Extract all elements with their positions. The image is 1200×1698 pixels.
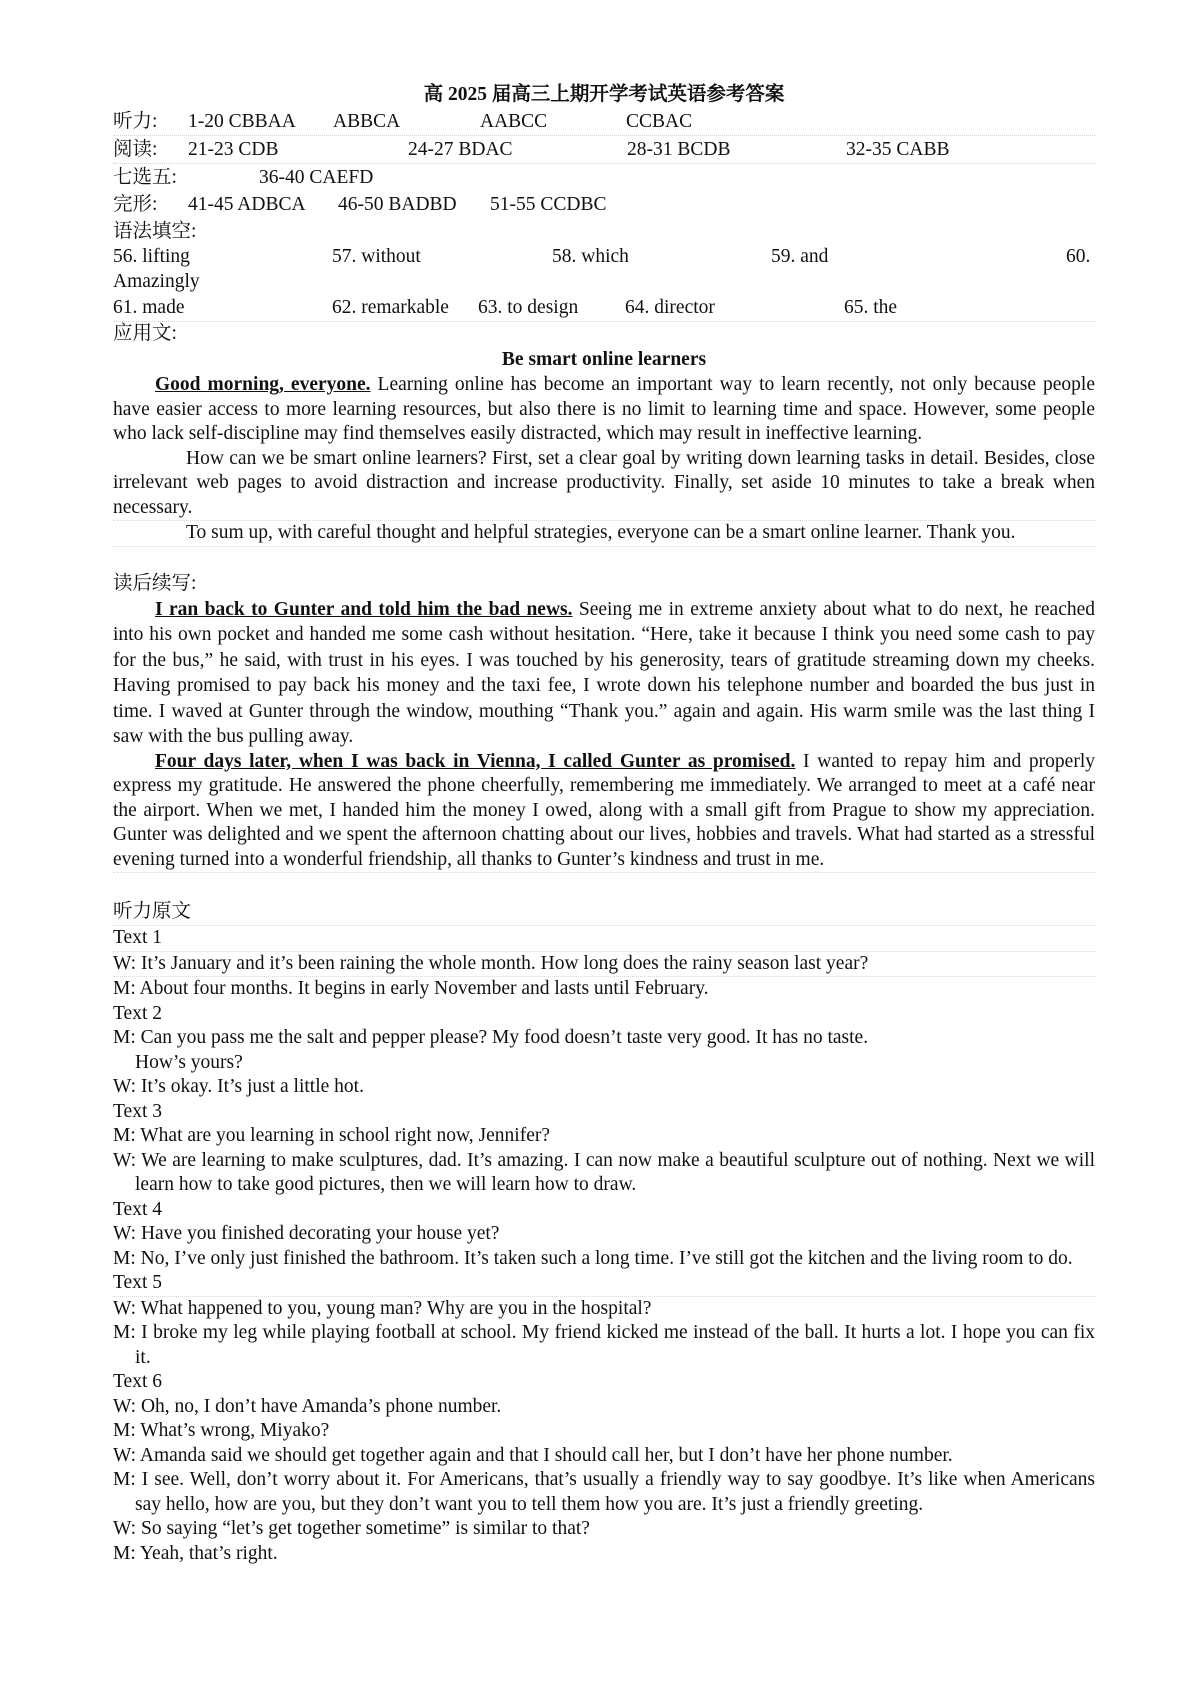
answer-group: 21-23 CDB [188,139,279,160]
essay-title: Be smart online learners [501,349,707,370]
grammar-answer: 56. lifting [113,246,190,267]
cloze-answers [113,191,1095,218]
grammar-answer: 65. the [844,297,898,318]
reading-label: 阅读: [113,139,158,160]
text-4-line-m: M: No, I’ve only just finished the bathroom. It’s taken such a long time. I’ve still got the kitchen and the living room to do. [113,1247,1073,1269]
grammar-answer: 59. and [771,246,829,267]
answer-group: 46-50 BADBD [338,194,457,215]
practical-writing-label: 应用文: [113,323,177,344]
continuation-label: 读后续写: [113,572,197,594]
grammar-answer: 57. without [332,246,421,267]
text-5-heading: Text 5 [113,1271,1095,1297]
essay-paragraph-2: How can we be smart online learners? First, set a clear goal by writing down learning tasks in detail. Besides, close irrelevant web pages to avoid distraction and increase productivity. Finally, set aside 10 minutes to take a break when necessary. [113,447,1095,522]
grammar-answers-wrap [113,270,1095,295]
seven-choose-five-label: 七选五: [113,167,177,188]
listening-answers [113,108,1095,136]
grammar-answer-continued: Amazingly [113,270,200,292]
grammar-answers-row-1 [113,245,1095,270]
grammar-answer: 61. made [113,297,185,318]
text-6-heading: Text 6 [113,1371,162,1392]
answer-group: 28-31 BCDB [627,139,731,160]
grammar-answer: 63. to design [478,297,579,318]
answer-group: 24-27 BDAC [408,139,513,160]
text-2-heading: Text 2 [113,1002,162,1024]
practical-writing-label-row [113,322,1095,346]
cloze-label: 完形: [113,194,158,215]
continuation-opening-1: I ran back to Gunter and told him the bad news. [155,598,573,620]
continuation-opening-2: Four days later, when I was back in Vienna, I called Gunter as promised. [155,750,796,772]
text-2-line-m: M: Can you pass me the salt and pepper please? My food doesn’t taste very good. It has no taste. [113,1027,869,1048]
text-1-heading: Text 1 [113,926,1095,952]
page-title: 高 2025 届高三上期开学考试英语参考答案 [423,84,785,105]
grammar-label-row [113,218,1095,245]
listening-label: 听力: [113,111,158,132]
text-6-line-m2: M: I see. Well, don’t worry about it. For Americans, that’s usually a friendly way to say goodbye. It’s like when Americans say hello, how are you, but they don’t want you to tell them how you are. It’s just a friendly greeting. [113,1469,1095,1515]
answer-group: CCBAC [626,111,693,132]
answer-group: ABBCA [333,111,401,132]
text-3-heading: Text 3 [113,1100,162,1122]
text-1-line-w: W: It’s January and it’s been raining the whole month. How long does the rainy season last year? [113,952,1095,978]
text-5-line-w: W: What happened to you, young man? Why are you in the hospital? [113,1297,652,1319]
text-6-line-w1: W: Oh, no, I don’t have Amanda’s phone number. [113,1395,502,1417]
answer-group: 36-40 CAEFD [259,167,374,188]
answer-group: AABCC [480,111,548,132]
essay-opening: Good morning, everyone. [155,374,371,395]
essay-paragraph-1 [113,373,1095,447]
text-2-line-m-continued: How’s yours? [135,1051,243,1073]
continuation-paragraph-1 [113,597,1095,750]
text-3-line-m: M: What are you learning in school right now, Jennifer? [113,1125,551,1146]
text-5-line-m: M: I broke my leg while playing football at school. My friend kicked me instead of the ball. It hurts a lot. I hope you can fix it. [113,1322,1095,1368]
text-6-line-w2: W: Amanda said we should get together again and that I should call her, but I don’t have her phone number. [113,1444,953,1466]
text-6-line-w3: W: So saying “let’s get together sometime” is similar to that? [113,1518,590,1539]
answer-key-page [113,82,1095,1566]
text-4-heading: Text 4 [113,1198,162,1220]
grammar-answer: 64. director [625,297,715,318]
answer-group: 32-35 CABB [846,139,950,160]
answer-group: 1-20 CBBAA [188,111,296,132]
essay-paragraph-1-text: Learning online has become an important way to learn recently, not only because people have easier access to more learning resources, but also there is no limit to learning time and space. However, some people who lack self-discipline may find themselves easily distracted, which may result in ineffective learning. [113,374,1095,444]
grammar-answers-row-2 [113,294,1095,322]
grammar-label: 语法填空: [113,221,197,242]
text-4-line-w: W: Have you finished decorating your house yet? [113,1223,500,1244]
continuation-paragraph-1-text: Seeing me in extreme anxiety about what to do next, he reached into his own pocket and handed me some cash without hesitation. “Here, take it because I think you need some cash to pay for the bus,” he said, with trust in his eyes. I was touched by his generosity, tears of gratitude streaming down my cheeks. Having promised to pay back his money and the taxi fee, I wrote down his telephone number and boarded the bus just in time. I waved at Gunter through the window, mouthing “Thank you.” again and again. His warm smile was the last thing I saw with the bus pulling away. [113,598,1095,747]
answer-group: 41-45 ADBCA [188,194,306,215]
seven-choose-five-answers [113,164,1095,191]
grammar-answer: 60. [1066,246,1091,267]
text-6-line-m1: M: What’s wrong, Miyako? [113,1420,330,1441]
text-1-line-m: M: About four months. It begins in early November and lasts until February. [113,978,709,999]
grammar-answer: 62. remarkable [332,297,449,318]
text-3-line-w: W: We are learning to make sculptures, dad. It’s amazing. I can now make a beautiful sculpture out of nothing. Next we will learn how to take good pictures, then we will learn how to draw. [113,1149,1095,1195]
continuation-paragraph-2-text: I wanted to repay him and properly express my gratitude. He answered the phone cheerfully, remembering me immediately. We arranged to meet at a café near the airport. When we met, I handed him the money I owed, along with a small gift from Prague to show my appreciation. Gunter was delighted and we spent the afternoon chatting about our lives, hobbies and travels. What had started as a stressful evening turned into a wonderful friendship, all thanks to Gunter’s kindness and trust in me. [113,750,1095,870]
text-2-line-w: W: It’s okay. It’s just a little hot. [113,1076,364,1097]
reading-answers [113,136,1095,164]
continuation-paragraph-2 [113,750,1095,874]
essay-paragraph-3: To sum up, with careful thought and helpful strategies, everyone can be a smart online learner. Thank you. [113,521,1095,547]
grammar-answer: 58. which [552,246,629,267]
transcript-label: 听力原文 [113,899,1095,926]
answer-group: 51-55 CCDBC [490,194,607,215]
text-6-line-m3: M: Yeah, that’s right. [113,1542,278,1564]
